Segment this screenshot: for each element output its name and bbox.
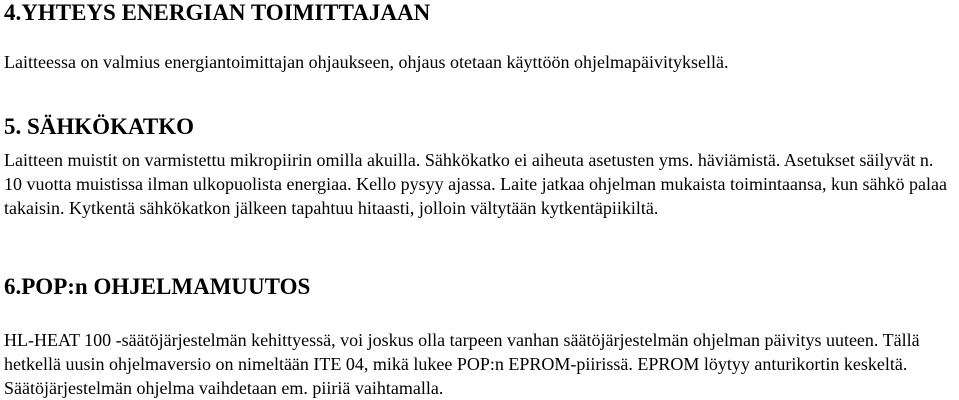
section-heading-energy-supplier: 4.YHTEYS ENERGIAN TOIMITTAJAAN: [4, 0, 431, 25]
section-paragraph-power-outage: Laitteen muistit on varmistettu mikropiirin omilla akuilla. Sähkökatko ei aiheuta asetusten yms. häviämistä. Asetukset säilyvät n. 10 vuotta muistissa ilman ulkopuolista energiaa. Kello pysyy ajassa. Laite jatkaa ohjelman mukaista toimintaansa, kun sähkö palaa takaisin. Kytkentä sähkökatkon jälkeen tapahtuu hitaasti, jolloin vältytään kytkentäpiikiltä.: [4, 150, 947, 218]
section-paragraph-energy-supplier: Laitteessa on valmius energiantoimittajan ohjaukseen, ohjaus otetaan käyttöön ohjelmapäivityksellä.: [4, 52, 729, 72]
section-heading-pop-program-change: 6.POP:n OHJELMAMUUTOS: [4, 274, 311, 299]
section-heading-power-outage: 5. SÄHKÖKATKO: [4, 114, 194, 139]
section-paragraph-pop-program-change: HL-HEAT 100 -säätöjärjestelmän kehittyessä, voi joskus olla tarpeen vanhan säätöjärjestelmän ohjelman päivitys uuteen. Tällä hetkellä uusin ohjelmaversio on nimeltään ITE 04, mikä lukee POP:n EPROM-piirissä. EPROM löytyy anturikortin keskeltä. Säätöjärjestelmän ohjelma vaihdetaan em. piiriä vaihtamalla.: [4, 330, 920, 398]
